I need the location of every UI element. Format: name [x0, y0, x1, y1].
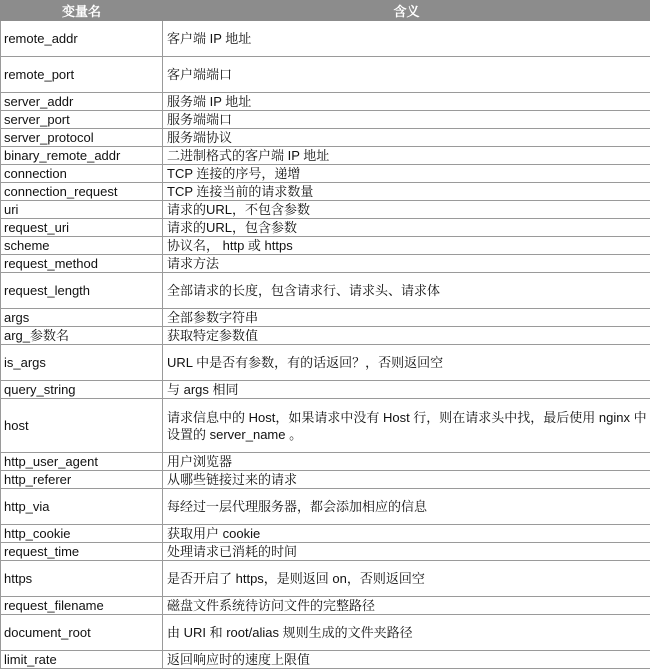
meaning-cell: 返回响应时的速度上限值 — [163, 651, 650, 669]
table-row — [1, 543, 650, 561]
variable-name-cell: server_port — [1, 111, 163, 129]
variable-name-cell: connection_request — [1, 183, 163, 201]
meaning-cell: 服务端协议 — [163, 129, 650, 147]
table-row — [1, 111, 650, 129]
variable-name-cell: request_filename — [1, 597, 163, 615]
table-row — [1, 165, 650, 183]
variable-name-cell: query_string — [1, 381, 163, 399]
meaning-cell: 用户浏览器 — [163, 453, 650, 471]
meaning-cell: 请求方法 — [163, 255, 650, 273]
table-row — [1, 489, 650, 525]
table-row — [1, 309, 650, 327]
table-row — [1, 399, 650, 453]
table-row — [1, 651, 650, 669]
meaning-cell: 是否开启了 https，是则返回 on，否则返回空 — [163, 561, 650, 597]
meaning-cell: TCP 连接当前的请求数量 — [163, 183, 650, 201]
variable-name-cell: server_protocol — [1, 129, 163, 147]
table-row — [1, 561, 650, 597]
variable-name-cell: http_user_agent — [1, 453, 163, 471]
variable-name-cell: document_root — [1, 615, 163, 651]
variable-name-cell: request_method — [1, 255, 163, 273]
table-row — [1, 597, 650, 615]
meaning-cell: 从哪些链接过来的请求 — [163, 471, 650, 489]
meaning-cell: 服务端端口 — [163, 111, 650, 129]
meaning-cell: TCP 连接的序号，递增 — [163, 165, 650, 183]
table-row — [1, 471, 650, 489]
table-row — [1, 273, 650, 309]
meaning-cell: 获取用户 cookie — [163, 525, 650, 543]
table-row — [1, 237, 650, 255]
meaning-cell: 与 args 相同 — [163, 381, 650, 399]
meaning-cell: 服务端 IP 地址 — [163, 93, 650, 111]
meaning-cell: 请求的URL，不包含参数 — [163, 201, 650, 219]
table-row — [1, 615, 650, 651]
variable-name-cell: args — [1, 309, 163, 327]
meaning-cell: URL 中是否有参数，有的话返回？，否则返回空 — [163, 345, 650, 381]
table-row — [1, 219, 650, 237]
table-row — [1, 453, 650, 471]
variable-name-cell: arg_参数名 — [1, 327, 163, 345]
meaning-cell: 全部请求的长度，包含请求行、请求头、请求体 — [163, 273, 650, 309]
meaning-cell: 每经过一层代理服务器，都会添加相应的信息 — [163, 489, 650, 525]
variable-name-cell: http_via — [1, 489, 163, 525]
variable-name-cell: scheme — [1, 237, 163, 255]
meaning-cell: 由 URI 和 root/alias 规则生成的文件夹路径 — [163, 615, 650, 651]
meaning-cell: 请求信息中的 Host，如果请求中没有 Host 行，则在请求头中找，最后使用 nginx 中设置的 server_name 。 — [163, 399, 650, 453]
table-row — [1, 183, 650, 201]
table-row — [1, 327, 650, 345]
variable-name-cell: request_uri — [1, 219, 163, 237]
header-variable-name: 变量名 — [1, 1, 163, 21]
table-row — [1, 21, 650, 57]
table-row — [1, 93, 650, 111]
meaning-cell: 二进制格式的客户端 IP 地址 — [163, 147, 650, 165]
variable-name-cell: server_addr — [1, 93, 163, 111]
meaning-cell: 获取特定参数值 — [163, 327, 650, 345]
table-row — [1, 345, 650, 381]
variable-name-cell: host — [1, 399, 163, 453]
variable-name-cell: request_length — [1, 273, 163, 309]
table-row — [1, 381, 650, 399]
meaning-cell: 全部参数字符串 — [163, 309, 650, 327]
table-body — [1, 21, 650, 669]
meaning-cell: 处理请求已消耗的时间 — [163, 543, 650, 561]
meaning-cell: 请求的URL，包含参数 — [163, 219, 650, 237]
meaning-cell: 客户端 IP 地址 — [163, 21, 650, 57]
header-meaning: 含义 — [163, 1, 650, 21]
table-header-row — [1, 1, 650, 21]
meaning-cell: 协议名， http 或 https — [163, 237, 650, 255]
variable-name-cell: limit_rate — [1, 651, 163, 669]
variable-name-cell: http_referer — [1, 471, 163, 489]
meaning-cell: 磁盘文件系统待访问文件的完整路径 — [163, 597, 650, 615]
table-row — [1, 201, 650, 219]
table-row — [1, 129, 650, 147]
variable-name-cell: binary_remote_addr — [1, 147, 163, 165]
variable-name-cell: remote_port — [1, 57, 163, 93]
variable-name-cell: http_cookie — [1, 525, 163, 543]
variable-name-cell: connection — [1, 165, 163, 183]
meaning-cell: 客户端端口 — [163, 57, 650, 93]
variable-name-cell: is_args — [1, 345, 163, 381]
variable-name-cell: uri — [1, 201, 163, 219]
table-row — [1, 57, 650, 93]
variable-name-cell: remote_addr — [1, 21, 163, 57]
variable-name-cell: request_time — [1, 543, 163, 561]
variable-name-cell: https — [1, 561, 163, 597]
table-row — [1, 147, 650, 165]
table-row — [1, 525, 650, 543]
table-row — [1, 255, 650, 273]
